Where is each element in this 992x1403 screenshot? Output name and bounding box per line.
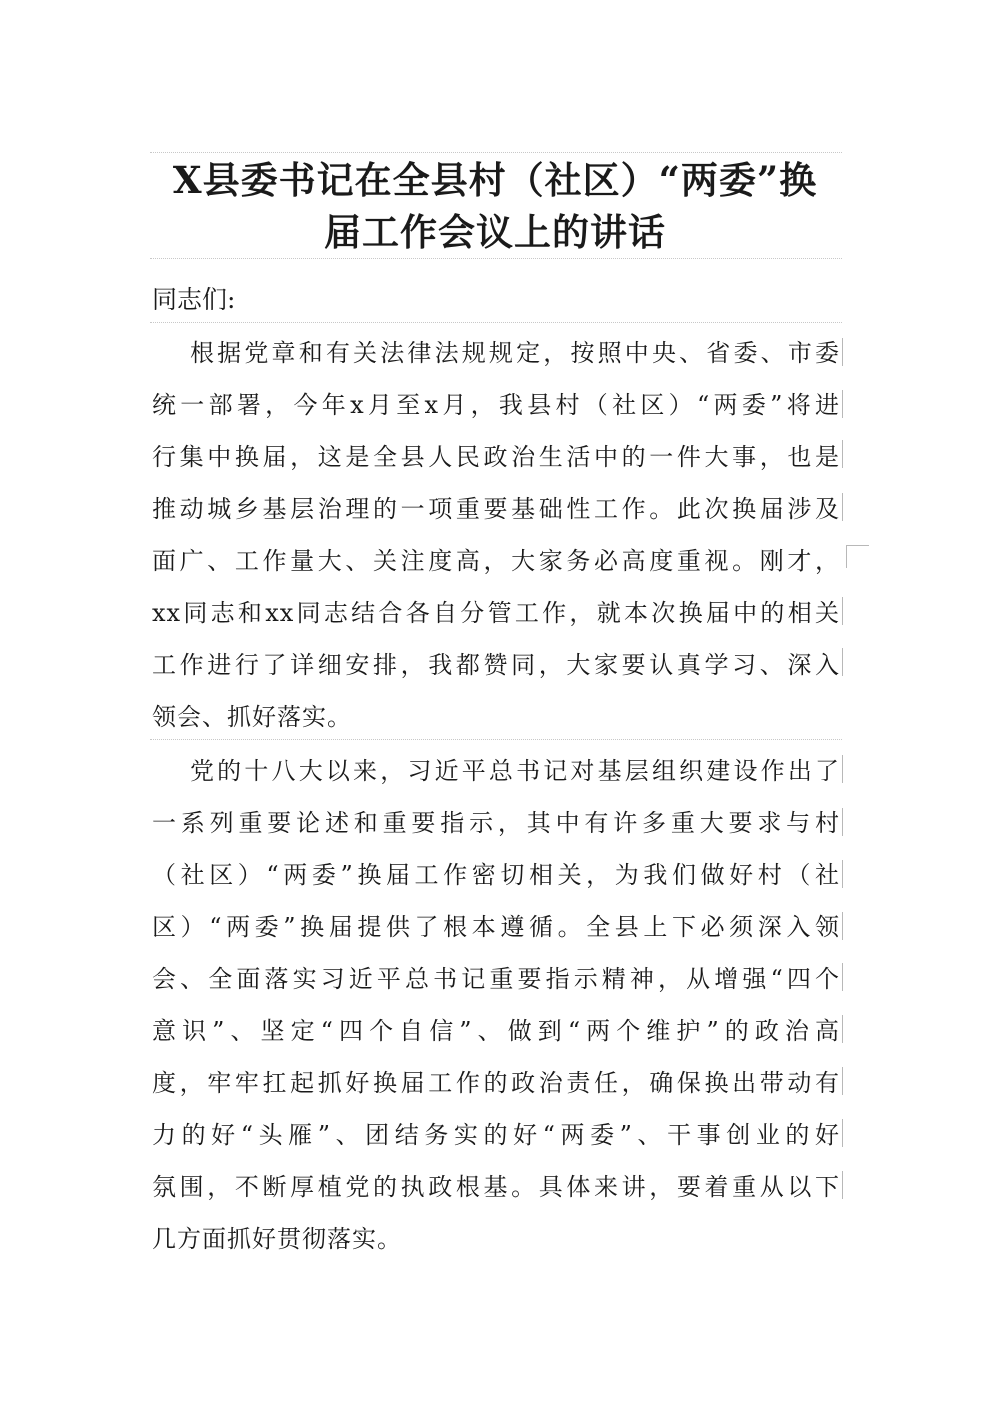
margin-marker (842, 597, 843, 625)
paragraph-2-line: 氛围，不断厚植党的执政根基。具体来讲，要着重从以下 (152, 1173, 840, 1201)
paragraph-2-line: （社区）“两委”换届工作密切相关，为我们做好村（社 (152, 861, 840, 889)
margin-marker (842, 1171, 843, 1199)
paragraph-1-line: 面广、工作量大、关注度高，大家务必高度重视。刚才， (152, 547, 840, 575)
paragraph-2-line: 度，牢牢扛起抓好换届工作的政治责任，确保换出带动有 (152, 1069, 840, 1097)
paragraph-2-line: 区）“两委”换届提供了根本遵循。全县上下必须深入领 (152, 913, 840, 941)
paragraph-1-line: 行集中换届，这是全县人民政治生活中的一件大事，也是 (152, 443, 840, 471)
margin-marker (842, 493, 843, 521)
title-top-guide (150, 152, 842, 153)
margin-marker (842, 755, 843, 783)
paragraph-divider-guide (150, 322, 842, 323)
margin-marker (842, 1015, 843, 1043)
margin-marker (842, 338, 843, 366)
margin-marker (842, 860, 843, 888)
margin-marker (842, 440, 843, 468)
paragraph-1-line: 工作进行了详细安排，我都赞同，大家要认真学习、深入 (152, 651, 840, 679)
paragraph-2-line: 党的十八大以来，习近平总书记对基层组织建设作出了 (190, 757, 840, 785)
margin-marker (842, 963, 843, 991)
paragraph-2-line: 一系列重要论述和重要指示，其中有许多重大要求与村 (152, 809, 840, 837)
margin-marker (842, 1119, 843, 1147)
salutation: 同志们: (152, 285, 236, 314)
margin-marker (842, 390, 843, 418)
margin-corner-marker (846, 545, 869, 568)
margin-marker (842, 912, 843, 940)
paragraph-1-line: 领会、抓好落实。 (152, 703, 352, 731)
paragraph-1-line: xx同志和xx同志结合各自分管工作，就本次换届中的相关 (152, 599, 840, 627)
paragraph-2-line: 力的好“头雁”、团结务实的好“两委”、干事创业的好 (152, 1121, 840, 1149)
paragraph-2-line: 会、全面落实习近平总书记重要指示精神，从增强“四个 (152, 965, 840, 993)
margin-marker (842, 648, 843, 676)
paragraph-2-line: 意识”、坚定“四个自信”、做到“两个维护”的政治高 (152, 1017, 840, 1045)
document-title-line-2: 届工作会议上的讲话 (324, 210, 666, 254)
title-bottom-guide (150, 258, 842, 259)
paragraph-2-line: 几方面抓好贯彻落实。 (152, 1225, 402, 1253)
paragraph-1-line: 根据党章和有关法律法规规定，按照中央、省委、市委 (190, 339, 840, 367)
paragraph-1-line: 统一部署，今年x月至x月，我县村（社区）“两委”将进 (152, 391, 840, 419)
margin-marker (842, 1067, 843, 1095)
paragraph-1-line: 推动城乡基层治理的一项重要基础性工作。此次换届涉及 (152, 495, 840, 523)
margin-marker (842, 808, 843, 836)
paragraph-divider-guide (150, 739, 842, 740)
document-title-line-1: X县委书记在全县村（社区）“两委”换 (172, 158, 818, 202)
